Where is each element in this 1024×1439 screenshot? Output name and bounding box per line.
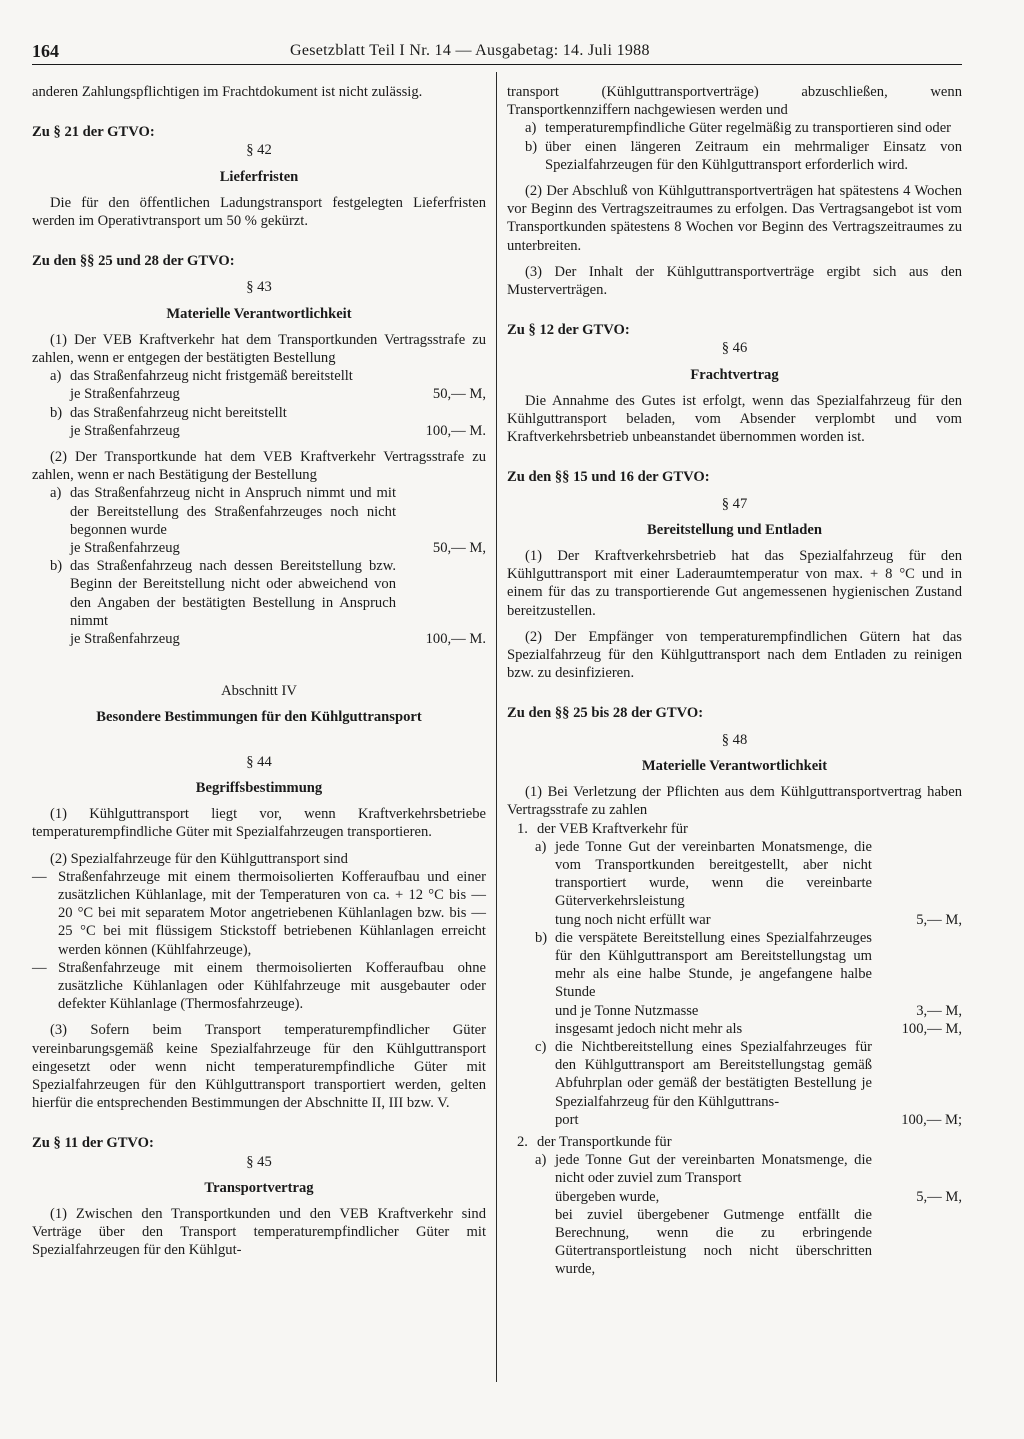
list-text: das Straßenfahrzeug nach dessen Bereitstellung bzw. Beginn der Bereitstellung nicht oder abweichend von den Angaben der bestätigten Bestellung in Anspruch nimmt [70,558,396,629]
paragraph: Die Annahme des Gutes ist erfolgt, wenn das Spezialfahrzeug für den Kühlguttransport beladen, vom Absender verplombt und vom Kraftverkehrsbetrieb unbeanstandet übernommen worden ist. [507,392,962,446]
paragraph: (2) Der Transportkunde hat dem VEB Kraftverkehr Vertragsstrafe zu zahlen, wenn er nach Bestätigung der Bestellung [32,449,486,484]
page-number: 164 [32,41,59,61]
penalty-amount: 100,— M. [425,631,486,648]
list-text: bei zuviel übergebener Gutmenge entfällt die Berechnung, wenn die zu erbringende Gütertransportleistung noch nicht überschritten wurde, [555,1206,872,1278]
list-text: Straßenfahrzeuge mit einem thermoisolierten Kofferaufbau ohne zusätzliche Kühlanlagen oder Kühlfahrzeuge mit ausgebauter oder defekter Kühlanlage (Thermosfahrzeuge). [58,959,486,1013]
list-marker: b) [525,138,538,155]
right-column [507,83,962,1279]
reference-heading: Zu § 21 der GTVO: [32,124,155,141]
list-item [507,119,962,137]
section-number: § 46 [721,340,748,357]
list-item [32,484,486,557]
penalty-amount: 50,— M, [432,540,486,557]
list-marker: b) [50,404,63,421]
list-text: übergeben wurde, [555,1188,660,1205]
penalty-amount: 5,— M, [916,911,962,928]
section-title: Lieferfristen [219,168,299,185]
list-marker: b) [50,558,63,575]
list-text: jede Tonne Gut der vereinbarten Monatsmenge, die nicht oder zuviel zum Transport [555,1152,872,1187]
list-text: je Straßenfahrzeug [70,386,180,403]
paragraph: (2) Spezialfahrzeuge für den Kühlguttransport sind [50,850,348,867]
list-text: Straßenfahrzeuge mit einem thermoisolierten Kofferaufbau und einer zusätzlichen Kühlanlage, mit der Temperaturen von ca. + 12 °C bis — 20 °C bei mit separatem Motor angetriebenen Kühlanlagen bzw. bis — 25 °C bei mit flüssigem Stickstoff betriebenen Kühlanlagen erreicht werden können (Kühlfahrzeuge), [58,868,486,958]
list-text: jede Tonne Gut der vereinbarten Monatsmenge, die vom Transportkunden bereitgestellt, aber nicht transportiert wurde, wenn die vereinbarte Güterverkehrsleistung [555,838,872,910]
penalty-amount: 3,— M, [916,1002,962,1019]
penalty-amount: 100,— M. [425,422,486,439]
section-title: Materielle Verantwortlichkeit [166,305,352,322]
list-text: und je Tonne Nutzmasse [555,1002,699,1019]
paragraph: (2) Der Abschluß von Kühlguttransportverträgen hat spätestens 4 Wochen vor Beginn des Vertragszeitraumes zu erfolgen. Das Vertragsangebot ist vom Transportkunden spätestens 8 Wochen vor Beginn des Vertragszeitraumes zu unterbreiten. [507,183,962,254]
list-item [507,838,962,929]
list-text: port [555,1111,579,1128]
list-text: der Transportkunde für [537,1133,672,1150]
dash-item [32,959,486,1014]
paragraph: (1) Zwischen den Transportkunden und den VEB Kraftverkehr sind Verträge über den Transport temperaturempfindlicher Güter mit Spezialfahrzeugen für den Kühlgut- [32,1205,486,1259]
dash-item [32,868,486,959]
paragraph: (2) Der Empfänger von temperaturempfindlichen Gütern hat das Spezialfahrzeug für den Kühlguttransport nach dem Entladen zu reinigen bzw. zu desinfizieren. [507,628,962,682]
list-text: die Nichtbereitstellung eines Spezialfahrzeuges für den Kühlguttransport am Bereitstellungstag gemäß Abfuhrplan oder gemäß der bestätigten Bestellung je Spezialfahrzeug für den Kühlguttrans- [555,1038,872,1110]
gazette-title: Gesetzblatt Teil I Nr. 14 — Ausgabetag: 14. Juli 1988 [290,42,650,59]
list-text: das Straßenfahrzeug nicht in Anspruch nimmt und mit der Bereitstellung des Straßenfahrzeuges noch nicht begonnen wurde [70,485,396,538]
section-title: Materielle Verantwortlichkeit [641,757,828,774]
paragraph: (1) Kühlguttransport liegt vor, wenn Kraftverkehrsbetriebe temperaturempfindliche Güter mit Spezialfahrzeugen transportieren. [32,806,486,841]
list-text: je Straßenfahrzeug [70,422,180,439]
section-number: § 48 [721,731,748,748]
list-text: je Straßenfahrzeug [70,540,180,557]
list-marker: 1. [517,820,528,837]
list-text: die verspätete Bereitstellung eines Spezialfahrzeuges für den Kühlguttransport am Bereitstellungstag um mehr als eine halbe Stunde, je angefangene halbe Stunde [555,929,872,1001]
list-marker: b) [535,929,548,946]
section-number: § 43 [246,279,272,296]
list-marker: a) [535,1152,547,1169]
penalty-amount: 100,— M; [901,1111,962,1128]
section-title: Begriffsbestimmung [195,779,323,796]
list-text: über einen längeren Zeitraum ein mehrmaliger Einsatz von Spezialfahrzeugen für den Kühlguttransport erforderlich wird. [545,138,962,173]
list-text: je Straßenfahrzeug [70,631,180,648]
list-marker: a) [50,485,62,502]
list-text: temperaturempfindliche Güter regelmäßig zu transportieren sind oder [545,120,952,137]
dash-marker: — [32,868,47,885]
list-marker: a) [50,368,62,385]
list-item [32,367,486,403]
section-number: § 47 [721,495,748,512]
reference-heading: Zu den §§ 25 und 28 der GTVO: [32,253,235,270]
paragraph: transport (Kühlguttransportverträge) abzuschließen, wenn Transportkennziffern nachgewiesen werden und [507,84,962,119]
list-item [507,1038,962,1129]
list-item [32,557,486,648]
section-title: Bereitstellung und Entladen [647,521,822,538]
intro-text: anderen Zahlungspflichtigen im Frachtdokument ist nicht zulässig. [32,84,423,100]
page-header [32,40,962,65]
list-item [32,404,486,440]
reference-heading: Zu § 12 der GTVO: [507,322,630,339]
list-text: tung noch nicht erfüllt war [555,911,711,928]
list-item [507,1151,962,1278]
reference-heading: Zu den §§ 25 bis 28 der GTVO: [507,705,704,722]
part-heading: Abschnitt IV [221,683,297,700]
dash-marker: — [32,959,47,976]
numbered-item [507,1133,962,1151]
column-divider [496,72,497,1382]
section-number: § 45 [246,1153,272,1170]
paragraph: (3) Sofern beim Transport temperaturempfindlicher Güter vereinbarungsgemäß keine Spezialfahrzeuge für den Kühlguttransport eingesetzt oder wenn nicht temperaturempfindliche Güter mit Spezialfahrzeugen für den Kühlguttransport transportiert werden, gelten hierfür die entsprechenden Bestimmungen der Abschnitte II, III bzw. V. [32,1022,486,1112]
list-text: insgesamt jedoch nicht mehr als [555,1020,743,1037]
section-number: § 44 [246,753,272,770]
list-item [507,138,962,174]
section-title: Transportvertrag [204,1179,314,1196]
paragraph: (1) Der VEB Kraftverkehr hat dem Transportkunden Vertragsstrafe zu zahlen, wenn er entgegen der bestätigten Bestellung [32,331,486,367]
paragraph: (1) Bei Verletzung der Pflichten aus dem Kühlguttransportvertrag haben Vertragsstrafe zu zahlen [507,784,962,819]
reference-heading: Zu § 11 der GTVO: [32,1135,154,1152]
reference-heading: Zu den §§ 15 und 16 der GTVO: [507,469,710,486]
list-text: das Straßenfahrzeug nicht bereitstellt [70,404,287,421]
paragraph: (1) Der Kraftverkehrsbetrieb hat das Spezialfahrzeug für den Kühlguttransport mit einer Laderaumtemperatur von max. + 8 °C und in einem für das zu transportierende Gut angemessenen hygienischen Zustand bereitzustellen. [507,548,962,619]
list-text: der VEB Kraftverkehr für [537,820,688,837]
section-number: § 42 [246,142,272,159]
list-marker: a) [525,120,537,137]
list-item [507,929,962,1038]
part-title: Besondere Bestimmungen für den Kühlguttransport [96,709,422,726]
paragraph: Die für den öffentlichen Ladungstransport festgelegten Lieferfristen werden im Operativtransport um 50 % gekürzt. [32,194,486,230]
list-text: das Straßenfahrzeug nicht fristgemäß bereitstellt [70,368,353,385]
penalty-amount: 5,— M, [916,1188,962,1205]
paragraph: (3) Der Inhalt der Kühlguttransportverträge ergibt sich aus den Musterverträgen. [507,263,962,299]
list-marker: a) [535,838,547,855]
numbered-item [507,820,962,838]
section-title: Frachtvertrag [690,366,779,383]
list-marker: c) [535,1038,547,1055]
penalty-amount: 50,— M, [432,386,486,403]
list-marker: 2. [517,1133,528,1150]
left-column [32,83,486,1260]
penalty-amount: 100,— M, [901,1020,962,1037]
